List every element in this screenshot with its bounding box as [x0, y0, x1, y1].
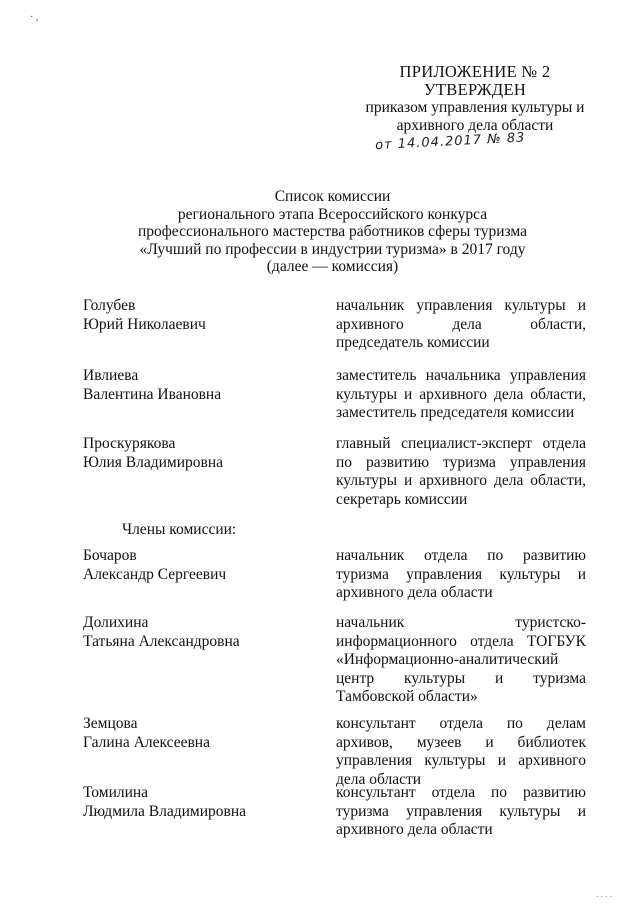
member-name [83, 367, 323, 404]
member-role: консультант отдела по развитию туризма управления культуры и архивного дела области [336, 784, 586, 838]
order-line-1: приказом управления культуры и [365, 99, 585, 116]
member-given-name: Галина Алексеевна [83, 733, 210, 751]
member-surname: Долихина [83, 614, 149, 631]
title-line-4: «Лучший по профессии в индустрии туризма» в 2017 году [139, 240, 526, 258]
member-given-name: Юрий Николаевич [83, 315, 206, 333]
member-name [83, 435, 323, 472]
member-given-name: Татьяна Александровна [83, 632, 240, 650]
title-line-5: (далее — комиссия) [266, 258, 399, 275]
member-given-name: Юлия Владимировна [83, 453, 223, 471]
member-role: консультант отдела по делам архивов, музеев и библиотек управления культуры и архивного дела области [336, 715, 586, 788]
document-title [60, 188, 605, 276]
approval-block [340, 63, 610, 135]
handwritten-order-date: от 14.04.2017 № 83 [374, 130, 526, 154]
member-given-name: Александр Сергеевич [83, 565, 227, 583]
corner-marks: · , [30, 12, 39, 23]
member-role: заместитель начальника управления культуры и архивного дела области, заместитель председателя комиссии [336, 367, 586, 421]
member-role: начальник отдела по развитию туризма управления культуры и архивного дела области [336, 547, 586, 601]
order-line-2: архивного дела области [396, 117, 554, 134]
member-role: начальник управления культуры и архивного дела области, председатель комиссии [336, 297, 586, 351]
scan-artifact: . . . . [596, 889, 612, 899]
member-name [83, 297, 323, 334]
member-surname: Земцова [83, 715, 138, 732]
title-line-3: профессионального мастерства работников сферы туризма [137, 223, 528, 240]
member-surname: Томилина [83, 784, 149, 801]
title-line-2: регионального этапа Всероссийского конкурса [177, 205, 488, 223]
member-surname: Ивлиева [83, 367, 139, 384]
member-surname: Бочаров [83, 547, 137, 564]
approved-label: УТВЕРЖДЕН [423, 80, 527, 99]
title-line-1: Список комиссии [274, 188, 391, 205]
appendix-number: ПРИЛОЖЕНИЕ № 2 [399, 62, 551, 81]
member-name [83, 547, 323, 584]
member-role: главный специалист-эксперт отдела по развитию туризма управления культуры и архивного дела области, секретарь комиссии [336, 435, 586, 508]
members-heading: Члены комиссии: [122, 521, 237, 538]
member-role: начальник туристско-информационного отдела ТОГБУК «Информационно-аналитический центр культуры и туризма Тамбовской области» [336, 614, 586, 705]
member-name [83, 614, 323, 651]
member-name [83, 784, 323, 821]
member-name [83, 715, 323, 752]
member-surname: Голубев [83, 297, 136, 314]
member-given-name: Людмила Владимировна [83, 802, 247, 820]
member-surname: Проскурякова [83, 435, 176, 452]
member-given-name: Валентина Ивановна [83, 385, 222, 403]
